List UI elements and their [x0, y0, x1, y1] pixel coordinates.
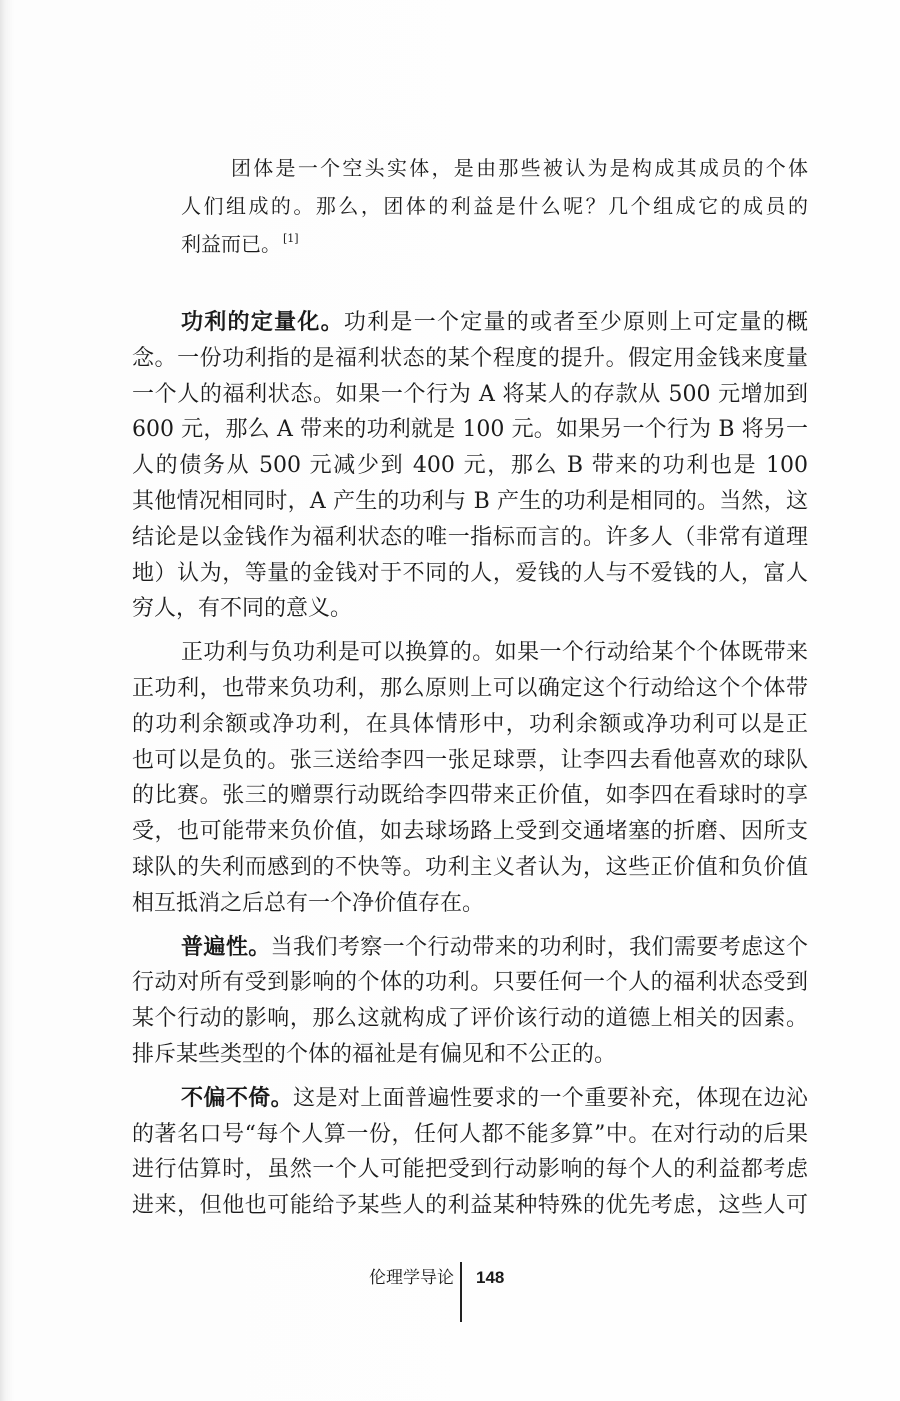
text-line: 正功利，也带来负功利，那么原则上可以确定这个行动给这个个体带: [132, 675, 808, 701]
quote-line: [181, 225, 808, 263]
book-title: 伦理学导论: [369, 1268, 454, 1288]
text-line: 600 元，那么 A 带来的功利就是 100 元。如果另一个行为 B 将另一: [132, 417, 808, 443]
text-line: 人的债务从 500 元减少到 400 元，那么 B 带来的功利也是 100: [132, 453, 808, 479]
body-paragraph: [132, 1081, 808, 1224]
text-line: 进行估算时，虽然一个人可能把受到行动影响的每个人的利益都考虑: [132, 1157, 808, 1183]
text-line: 行动对所有受到影响的个体的功利。只要任何一个人的福利状态受到: [132, 970, 808, 996]
paragraph-heading: 普遍性。: [181, 934, 271, 960]
block-quote: [181, 149, 808, 263]
quote-line-text: 利益而已。: [181, 232, 281, 256]
text-line-rest: 这是对上面普遍性要求的一个重要补充，体现在边沁: [293, 1085, 808, 1111]
text-line-rest: 当我们考察一个行动带来的功利时，我们需要考虑这个: [270, 934, 808, 960]
text-line: 相互抵消之后总有一个净价值存在。: [132, 890, 485, 916]
footnote-ref: [1]: [283, 232, 299, 245]
text-line: 排斥某些类型的个体的福祉是有偏见和不公正的。: [132, 1041, 617, 1067]
text-line: 正功利与负功利是可以换算的。如果一个行动给某个个体既带来: [181, 640, 808, 666]
text-line-rest: 功利是一个定量的或者至少原则上可定量的概: [343, 310, 808, 335]
text-line: 进来，但他也可能给予某些人的利益某种特殊的优先考虑，这些人可: [132, 1193, 808, 1219]
body-paragraph: [132, 930, 808, 1073]
text-line: 念。一份功利指的是福利状态的某个程度的提升。假定用金钱来度量: [132, 345, 808, 371]
body-text: [132, 305, 808, 1224]
body-paragraph: [132, 305, 808, 627]
text-line: [132, 305, 808, 341]
text-line: 的著名口号“每个人算一份，任何人都不能多算”中。在对行动的后果: [132, 1121, 808, 1147]
quote-line: 团体是一个空头实体，是由那些被认为是构成其成员的个体: [231, 156, 808, 180]
footer-divider: [460, 1262, 462, 1322]
text-line: 球队的失利而感到的不快等。功利主义者认为，这些正价值和负价值: [132, 854, 808, 880]
text-line: 的功利余额或净功利，在具体情形中，功利余额或净功利可以是正: [132, 711, 808, 737]
body-paragraph: [132, 635, 808, 921]
page-number: 148: [476, 1268, 505, 1287]
text-line: 地）认为，等量的金钱对于不同的人，爱钱的人与不爱钱的人，富人: [132, 560, 808, 586]
text-line: 的比赛。张三的赠票行动既给李四带来正价值，如李四在看球时的享: [132, 783, 808, 809]
paragraph-heading: 功利的定量化。: [181, 310, 344, 335]
text-line: 某个行动的影响，那么这就构成了评价该行动的道德上相关的因素。: [132, 1006, 808, 1032]
text-line: 其他情况相同时，A 产生的功利与 B 产生的功利是相同的。当然，这: [132, 488, 808, 514]
text-line: 也可以是负的。张三送给李四一张足球票，让李四去看他喜欢的球队: [132, 747, 808, 773]
paragraph-heading: 不偏不倚。: [181, 1085, 294, 1111]
text-line: 结论是以金钱作为福利状态的唯一指标而言的。许多人（非常有道理: [132, 524, 808, 550]
text-line: [132, 1081, 808, 1117]
text-line: 穷人，有不同的意义。: [132, 596, 353, 622]
quote-line: 人们组成的。那么，团体的利益是什么呢？几个组成它的成员的: [181, 194, 808, 218]
text-line: 一个人的福利状态。如果一个行为 A 将某人的存款从 500 元增加到: [132, 381, 808, 407]
text-line: [132, 930, 808, 966]
text-line: 受，也可能带来负价值，如去球场路上受到交通堵塞的折磨、因所支: [132, 819, 808, 845]
